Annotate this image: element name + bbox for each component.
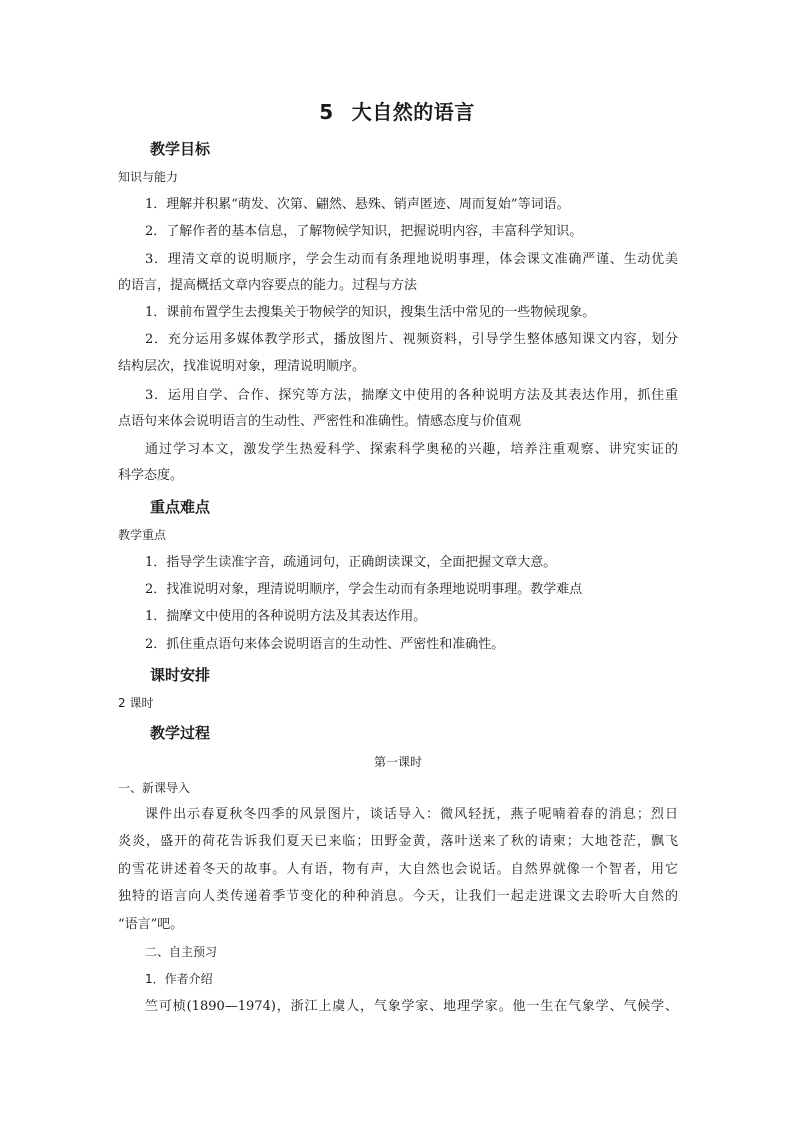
text-line: 3．运用自学、合作、探究等方法，揣摩文中使用的各种说明方法及其表达作用，抓住重 (145, 388, 678, 403)
text-line: 炎炎，盛开的荷花告诉我们夏天已来临；田野金黄，落叶送来了秋的请柬；大地苍茫，飘飞 (118, 834, 678, 849)
text-line: 1．揣摩文中使用的各种说明方法及其表达作用。 (145, 609, 427, 624)
text-line: 2．抓住重点语句来体会说明语言的生动性、严密性和准确性。 (145, 637, 505, 652)
sub-step-heading: 1．作者介绍 (145, 972, 213, 986)
text-line: 的雪花讲述着冬天的故事。人有语，物有声，大自然也会说话。自然界就像一个智者，用它 (118, 862, 678, 877)
text-line: 课件出示春夏秋冬四季的风景图片，谈话导入：微风轻抚，燕子呢喃着春的消息；烈日 (145, 807, 678, 822)
text-line: 竺可桢(1890—1974)，浙江上虞人，气象学家、地理学家。他一生在气象学、气候学、 (145, 999, 678, 1014)
page-title (0, 98, 794, 126)
text-line: 1．理解并积累“萌发、次第、翩然、悬殊、销声匿迹、周而复始”等词语。 (145, 197, 570, 212)
text-line: 2．找准说明对象，理清说明顺序，学会生动而有条理地说明事理。教学难点 (145, 582, 583, 597)
text-line: 独特的语言向人类传递着季节变化的种种消息。今天，让我们一起走进课文去聆听大自然的 (118, 889, 678, 904)
step-heading: 二、自主预习 (145, 945, 218, 959)
text-line: 点语句来体会说明语言的生动性、严密性和准确性。情感态度与价值观 (118, 414, 522, 429)
text-line: 科学态度。 (118, 468, 184, 483)
text-line: 1．指导学生读准字音，疏通词句，正确朗读课文，全面把握文章大意。 (145, 555, 557, 570)
subheading-focus: 教学重点 (118, 528, 167, 542)
lesson-number: 5 (319, 100, 334, 124)
section-heading-goals: 教学目标 (150, 140, 211, 158)
section-heading-key-points: 重点难点 (150, 498, 211, 516)
text-line: “语言”吧。 (118, 917, 184, 932)
section-heading-process: 教学过程 (150, 724, 211, 742)
lesson-title: 大自然的语言 (351, 100, 475, 124)
text-line: 结构层次，找准说明对象，理清说明顺序。 (118, 359, 366, 374)
text-line: 的语言，提高概括文章内容要点的能力。过程与方法 (118, 278, 418, 293)
text-line: 3．理清文章的说明顺序，学会生动而有条理地说明事理，体会课文准确严谨、生动优美 (145, 252, 678, 267)
period-heading: 第一课时 (373, 755, 422, 769)
text-line: 2．充分运用多媒体教学形式，播放图片、视频资料，引导学生整体感知课文内容，划分 (145, 332, 678, 347)
subheading-knowledge: 知识与能力 (118, 170, 179, 184)
text-line: 1．课前布置学生去搜集关于物候学的知识，搜集生活中常见的一些物候现象。 (145, 305, 596, 320)
text-line: 2．了解作者的基本信息，了解物候学知识，把握说明内容，丰富科学知识。 (145, 224, 583, 239)
text-line: 通过学习本文，激发学生热爱科学、探索科学奥秘的兴趣，培养注重观察、讲究实证的 (145, 442, 678, 457)
schedule-text: 2 课时 (118, 696, 154, 710)
section-heading-schedule: 课时安排 (150, 666, 211, 684)
step-heading: 一、新课导入 (118, 781, 191, 795)
